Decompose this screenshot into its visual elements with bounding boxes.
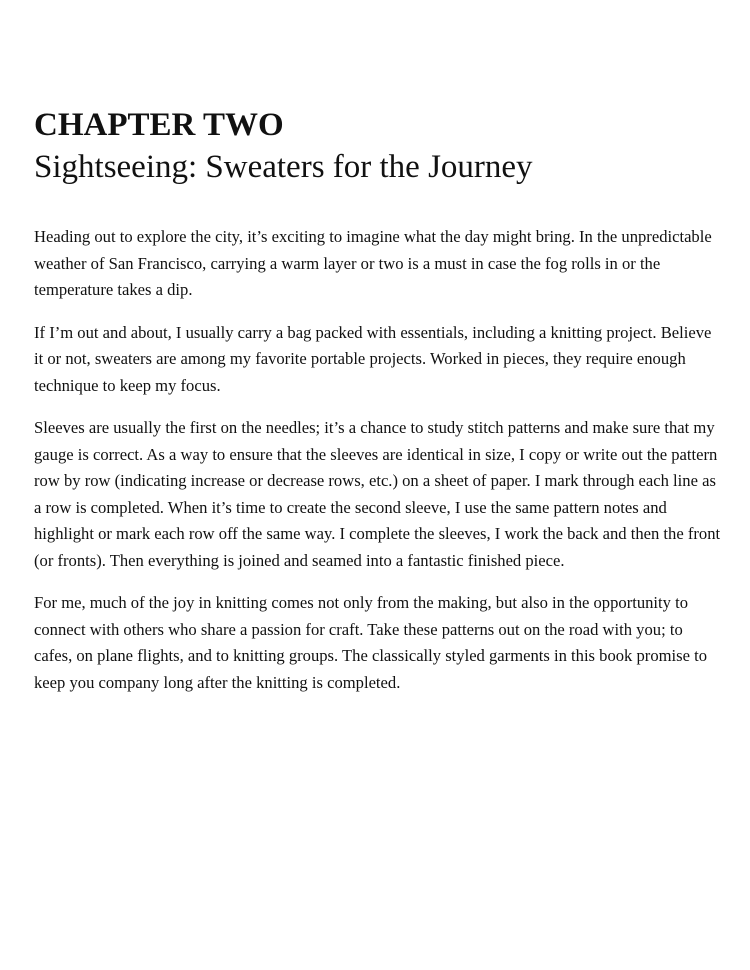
body-text xyxy=(34,224,724,696)
paragraph-3: Sleeves are usually the first on the needles; it’s a chance to study stitch patterns and make sure that my gauge is correct. As a way to ensure that the sleeves are identical in size, I copy or write out the pattern row by row (indicating increase or decrease rows, etc.) on a sheet of paper. I mark through each line as a row is completed. When it’s time to create the second sleeve, I use the same pattern notes and highlight or mark each row off the same way. I complete the sleeves, I work the back and then the front (or fronts). Then everything is joined and seamed into a fantastic finished piece. xyxy=(34,418,721,570)
paragraph-4: For me, much of the joy in knitting comes not only from the making, but also in the opportunity to connect with others who share a passion for craft. Take these patterns out on the road with you; to cafes, on plane flights, and to knitting groups. The classically styled garments in this book promise to keep you company long after the knitting is completed. xyxy=(34,593,708,692)
paragraph-1: Heading out to explore the city, it’s exciting to imagine what the day might bring. In the unpredictable weather of San Francisco, carrying a warm layer or two is a must in case the fog rolls in or the temperature takes a dip. xyxy=(34,227,712,299)
paragraph-2: If I’m out and about, I usually carry a bag packed with essentials, including a knitting project. Believe it or not, sweaters are among my favorite portable projects. Worked in pieces, they require enough technique to keep my focus. xyxy=(34,322,712,395)
document-page xyxy=(34,104,724,712)
chapter-title: Sightseeing: Sweaters for the Journey xyxy=(34,149,533,185)
chapter-label: CHAPTER TWO xyxy=(34,107,284,143)
